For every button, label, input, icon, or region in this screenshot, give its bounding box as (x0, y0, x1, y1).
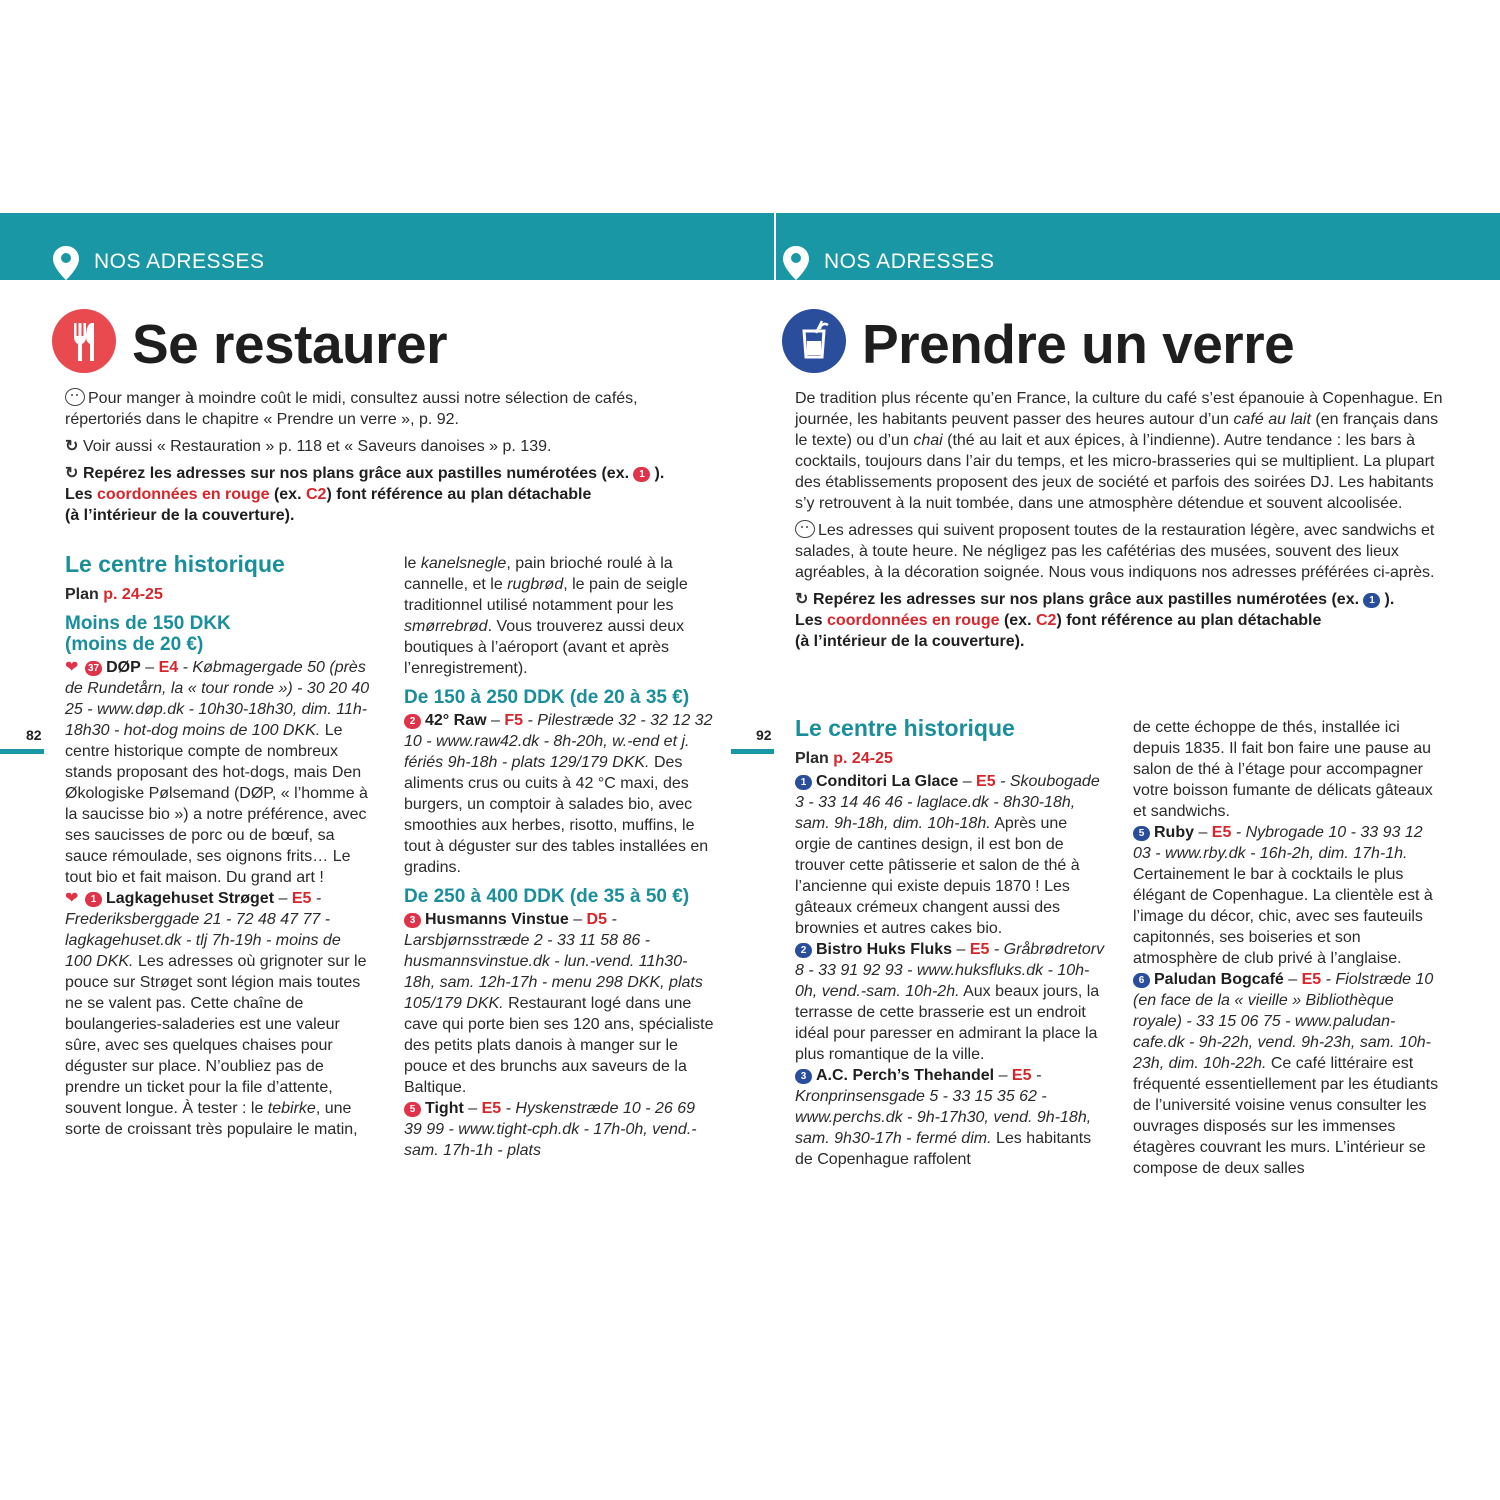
list-item: 2 42° Raw – F5 - Pilestræde 32 - 32 12 32 10 - www.raw42.dk - 8h-20h, w.-end et j. fériés 9h-18h - plats 129/179 DKK. Des aliments crus ou cuits à 42 °C maxi, des burgers, un comptoir à salades bio, avec smoothies aux herbes, risotto, muffins, le tout à déguster sur des tables installées en gradins. (404, 712, 713, 876)
numbered-dot: 1 (795, 775, 812, 790)
left-col1 (65, 550, 370, 1140)
intro-left: Pour manger à moindre coût le midi, consultez aussi notre sélection de cafés, répertoriés dans le chapitre « Prendre un verre », p. 92. ↻ Voir aussi « Restauration » p. 118 et « Saveurs danoises » p. 139. ↻ Repérez les adresses sur nos plans grâce aux pastilles numérotées (ex. 1 ). Les coordonnées en rouge (ex. C2) font référence au plan détachable (à l’intérieur de la couverture). (65, 390, 665, 524)
price-heading: Moins de 150 DKK (moins de 20 €) (65, 613, 231, 655)
section-label: NOS ADRESSES (94, 250, 265, 273)
heart-icon: ❤ (65, 659, 79, 676)
location-pin-icon (52, 245, 80, 281)
section-label: NOS ADRESSES (824, 250, 995, 273)
smiley-tip-icon (795, 520, 815, 538)
heart-icon: ❤ (65, 890, 79, 907)
continued-text: le kanelsnegle, pain brioché roulé à la cannelle, et le rugbrød, le pain de seigle traditionnel utilisé notamment pour les smørrebrød. Vous trouverez aussi deux boutiques à l’aéroport (avant et après l’enregistrement). (404, 555, 688, 677)
list-item: ❤ 37 DØP – E4 - Købmagergade 50 (près de Rundetårn, la « tour ronde ») - 30 20 40 25 - www.døp.dk - 10h30-18h30, dim. 11h-18h30 - hot-dog moins de 100 DKK. Le centre historique compte de nombreux stands proposant des hot-dogs, mais Den Økologiske Pølsemand (DØP, « l’homme à la saucisse bio ») a notre préférence, avec ses saucisses de porc ou de bœuf, sa sauce rémoulade, ses oignons frits… Le tout bio et fait maison. Du grand art ! (65, 659, 370, 886)
arrow-ref-icon: ↻ (65, 438, 79, 455)
plan-reference: Plan p. 24-25 (795, 750, 893, 767)
list-item: 2 Bistro Huks Fluks – E5 - Gråbrødretorv 8 - 33 91 92 93 - www.huksfluks.dk - 10h-0h, vend.-sam. 10h-2h. Aux beaux jours, la terrasse de cette brasserie est un endroit idéal pour paresser en admirant la place la plus romantique de la ville. (795, 941, 1105, 1063)
page-number-left: 82 (26, 727, 42, 743)
plan-reference: Plan p. 24-25 (65, 586, 163, 603)
price-heading: De 150 à 250 DDK (de 20 à 35 €) (404, 687, 690, 708)
cutlery-icon (52, 309, 116, 373)
right-col2 (1133, 717, 1443, 1179)
header-band-right (776, 213, 1500, 280)
arrow-ref-icon: ↻ (65, 465, 79, 482)
header-band-left (0, 213, 774, 280)
numbered-dot: 37 (85, 661, 102, 676)
numbered-dot: 1 (85, 892, 102, 907)
drink-glass-icon (782, 309, 846, 373)
list-item: 1 Conditori La Glace – E5 - Skoubogade 3 - 33 14 46 46 - laglace.dk - 8h30-18h, sam. 9h-18h, dim. 10h-18h. Après une orgie de cantines design, il est bon de trouver cette pâtisserie et salon de thé à l’ancienne qui existe depuis 1870 ! Les gâteaux crémeux changent aussi des brownies et autres cakes bio. (795, 773, 1100, 937)
numbered-dot: 5 (1133, 826, 1150, 841)
arrow-ref-icon: ↻ (795, 591, 809, 608)
location-pin-icon (782, 245, 810, 281)
list-item: 5 Tight – E5 - Hyskenstræde 10 - 26 69 39 99 - www.tight-cph.dk - 17h-0h, vend.-sam. 17h-1h - plats (404, 1100, 697, 1159)
smiley-tip-icon (65, 388, 85, 406)
numbered-dot: 2 (795, 943, 812, 958)
continued-text: de cette échoppe de thés, installée ici depuis 1835. Il fait bon faire une pause au salon de thé à l’étage pour accompagner votre boisson fumante de délicats gâteaux et sandwichs. (1133, 719, 1433, 820)
list-item: 3 A.C. Perch’s Thehandel – E5 - Kronprinsensgade 5 - 33 15 35 62 - www.perchs.dk - 9h-17h30, vend. 9h-18h, sam. 9h30-17h - fermé dim. Les habitants de Copenhague raffolent (795, 1067, 1092, 1168)
list-item: ❤ 1 Lagkagehuset Strøget – E5 - Frederiksberggade 21 - 72 48 47 77 - lagkagehuset.dk - tlj 7h-19h - moins de 100 DKK. Les adresses où grignoter sur le pouce sur Strøget sont légion mais toutes ne se valent pas. Cette chaîne de boulangeries-saladeries est une valeur sûre, avec ses quelques chaises pour déguster sur place. N’oubliez pas de prendre un ticket pour la file d’attente, souvent longue. À tester : le tebirke, une sorte de croissant très populaire le matin, (65, 890, 367, 1138)
right-col1 (795, 714, 1105, 1170)
numbered-dot: 3 (404, 913, 421, 928)
price-heading: De 250 à 400 DDK (de 35 à 50 €) (404, 886, 690, 907)
section-heading: Le centre historique (795, 715, 1015, 741)
numbered-dot: 1 (633, 467, 650, 482)
list-item: 6 Paludan Bogcafé – E5 - Fiolstræde 10 (en face de la « vieille » Bibliothèque royale) - 33 15 06 75 - www.paludan-cafe.dk - 9h-22h, vend. 9h-23h, sam. 10h-23h, dim. 10h-22h. Ce café littéraire est fréquenté essentiellement par les étudiants de l’université voisine venus consulter les ouvrages disposés sur les immenses étagères couvrant les murs. L’intérieur se compose de deux salles (1133, 971, 1439, 1177)
intro-right: De tradition plus récente qu’en France, la culture du café s’est épanouie à Copenhague. En journée, les habitants peuvent passer des heures autour d’un café au lait (en français dans le texte) ou d’un chai (thé au lait et aux épices, à l’indienne). Autre tendance : les bars à cocktails, toujours dans l’air du temps, et les micro-brasseries qui se multiplient. La plupart des établissements proposent des jeux de société et parfois des soirées DJ. Les habitants s’y retrouvent à la nuit tombée, dans une atmosphère détendue et souvent alcoolisée. Les adresses qui suivent proposent toutes de la restauration légère, avec sandwichs et salades, à toute heure. Ne négligez pas les cafétérias des musées, souvent des lieux agréables, à la décoration soignée. Nous vous indiquons nos adresses préférées ci-après. ↻ Repérez les adresses sur nos plans grâce aux pastilles numérotées (ex. 1 ). Les coordonnées en rouge (ex. C2) font référence au plan détachable (à l’intérieur de la couverture). (795, 390, 1443, 650)
numbered-dot: 2 (404, 714, 421, 729)
list-item: 5 Ruby – E5 - Nybrogade 10 - 33 93 12 03 - www.rby.dk - 16h-2h, dim. 17h-1h. Certainement le bar à cocktails le plus élégant de Copenhague. La clientèle est à l’image du décor, chic, avec ses fauteuils capitonnés, ses boiseries et son atmosphère de club privé à l’anglaise. (1133, 824, 1433, 967)
numbered-dot: 5 (404, 1102, 421, 1117)
section-heading: Le centre historique (65, 551, 285, 577)
numbered-dot: 3 (795, 1069, 812, 1084)
list-item: 3 Husmanns Vinstue – D5 - Larsbjørnsstræde 2 - 33 11 58 86 - husmannsvinstue.dk - lun.-vend. 11h30-18h, sam. 12h-17h - menu 298 DKK, plats 105/179 DKK. Restaurant logé dans une cave qui porte bien ses 120 ans, spécialiste des petits plats danois à manger sur le pouce et des brunchs aux saveurs de la Baltique. (404, 911, 714, 1096)
chapter-title-restaurer: Se restaurer (132, 313, 448, 375)
page-marker-right (731, 749, 774, 754)
page-number-right: 92 (756, 727, 772, 743)
chapter-title-verre: Prendre un verre (862, 313, 1295, 375)
page-marker-left (0, 749, 44, 754)
numbered-dot: 1 (1363, 593, 1380, 608)
left-col2 (404, 553, 714, 1161)
numbered-dot: 6 (1133, 973, 1150, 988)
